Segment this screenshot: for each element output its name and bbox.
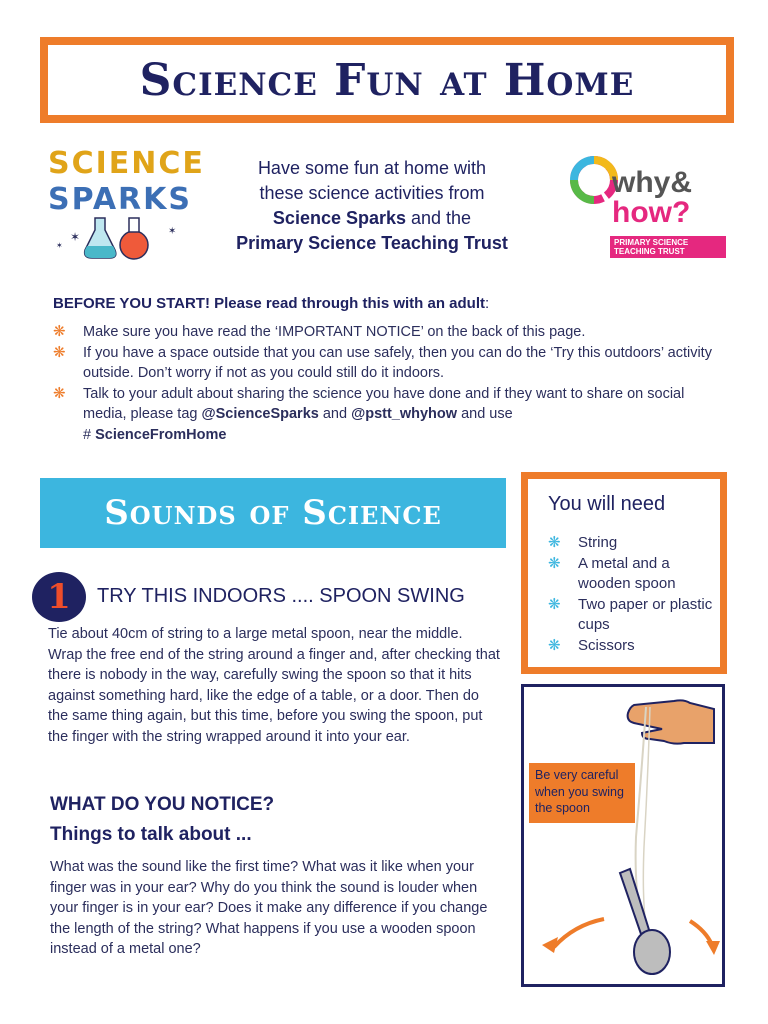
social-text: Talk to your adult about sharing the science you have done and if they want to share on social media, please tag xyxy=(83,385,685,422)
whyhow-sub1: PRIMARY SCIENCE xyxy=(614,238,689,247)
notice-title: WHAT DO YOU NOTICE? xyxy=(50,794,275,815)
list-item xyxy=(548,554,716,595)
whyhow-word-why: why& xyxy=(612,166,693,199)
asterisk-icon: ❋ xyxy=(548,534,561,551)
and-use-text: and use xyxy=(457,406,513,422)
before-bullets xyxy=(53,322,713,445)
asterisk-icon: ❋ xyxy=(53,323,66,340)
whyhow-word-how: how? xyxy=(612,196,691,229)
intro-line1: Have some fun at home with xyxy=(257,158,487,178)
sparks-logo-line2: SPARKS xyxy=(48,182,193,217)
tag-science-sparks: @ScienceSparks xyxy=(201,406,319,422)
asterisk-icon: ❋ xyxy=(548,554,561,572)
intro-text xyxy=(212,156,532,256)
need-item: String xyxy=(578,534,618,551)
tag-pstt: @pstt_whyhow xyxy=(351,406,458,422)
and-text: and xyxy=(318,406,352,422)
whyhow-subtitle xyxy=(610,236,726,258)
intro-line2: these science activities from xyxy=(259,183,485,203)
before-heading-bold: BEFORE YOU START! xyxy=(53,295,210,312)
step-title: TRY THIS INDOORS .... SPOON SWING xyxy=(97,585,465,607)
list-item xyxy=(53,343,713,384)
hand-and-spoon-icon xyxy=(524,687,722,984)
need-title: You will need xyxy=(548,493,666,515)
step-number-badge: 1 xyxy=(32,572,86,622)
intro-pstt: Primary Science Teaching Trust xyxy=(236,233,508,253)
bullet-text: If you have a space outside that you can use safely, then you can do the ‘Try this outdoors’ activity outside. Don’t worry if not as you could still do it indoors. xyxy=(83,344,712,381)
sounds-of-science-banner xyxy=(40,478,506,548)
page-title: Science Fun at Home xyxy=(139,54,635,106)
notice-subtitle: Things to talk about ... xyxy=(50,824,252,845)
discussion-questions: What was the sound like the first time? What was it like when your finger was in your ear? Why do you think the sound is louder when your finger is in your ear? Does it make any difference if you change the length of the string? What happens if you use a wooden spoon instead of a metal one? xyxy=(50,859,488,957)
flask-icon xyxy=(48,146,183,266)
science-sparks-logo xyxy=(48,146,205,266)
need-item: Two paper or plastic cups xyxy=(578,595,713,633)
spoon-swing-illustration xyxy=(521,684,725,987)
why-and-how-logo xyxy=(568,150,728,260)
asterisk-icon: ❋ xyxy=(548,636,561,654)
step-instructions: Tie about 40cm of string to a large metal spoon, near the middle. Wrap the free end of the string around a finger and, after checking that there is nobody in the way, carefully swing the spoon so that it hits against something hard, like the edge of a table, or a door. Then do the same thing again, but this time, before you swing the spoon, put the finger with the string wrapped around it into your ear. xyxy=(48,626,500,745)
need-item: Scissors xyxy=(578,636,635,654)
caution-note: Be very careful when you swing the spoon xyxy=(529,763,635,823)
section-title: Sounds of Science xyxy=(104,493,442,533)
title-banner xyxy=(40,37,734,123)
you-will-need-box xyxy=(521,472,727,674)
list-item xyxy=(548,636,716,657)
asterisk-icon: ❋ xyxy=(53,343,66,361)
before-you-start-heading xyxy=(53,295,489,312)
svg-text:✶: ✶ xyxy=(168,226,177,237)
svg-text:✶: ✶ xyxy=(70,230,81,244)
list-item xyxy=(548,595,716,636)
need-list xyxy=(548,533,716,656)
need-item: A metal and a wooden spoon xyxy=(578,554,676,592)
hash-symbol: # xyxy=(83,426,96,443)
svg-text:✶: ✶ xyxy=(56,241,63,250)
whyhow-sub2: TEACHING TRUST xyxy=(614,247,685,256)
intro-science-sparks: Science Sparks xyxy=(272,208,407,228)
notice-heading xyxy=(50,790,274,850)
list-item xyxy=(53,384,713,446)
list-item xyxy=(548,533,716,554)
before-colon: : xyxy=(485,295,490,312)
asterisk-icon: ❋ xyxy=(548,595,561,613)
hashtag: ScienceFromHome xyxy=(95,426,227,443)
before-subheading: Please read through this with an adult xyxy=(209,295,485,312)
asterisk-icon: ❋ xyxy=(53,384,66,402)
list-item xyxy=(53,322,713,343)
sparks-logo-line1: SCIENCE xyxy=(48,146,205,181)
intro-and-the: and the xyxy=(406,208,472,228)
bullet-text: Make sure you have read the ‘IMPORTANT NOTICE’ on the back of this page. xyxy=(83,324,586,340)
